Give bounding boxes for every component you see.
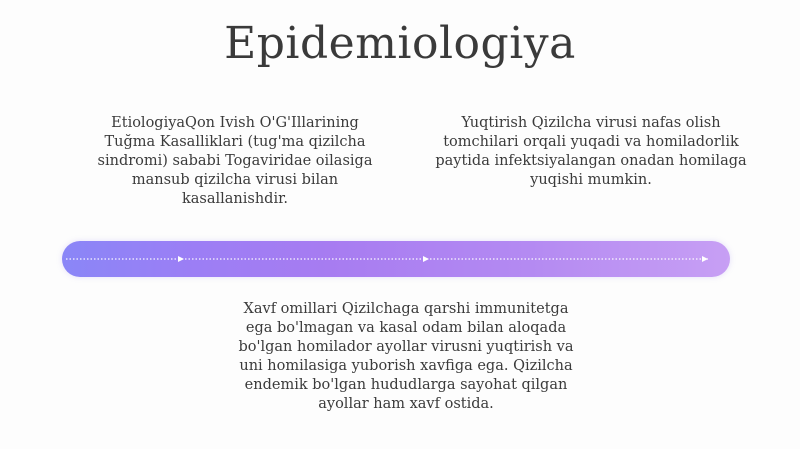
timeline-arrow-icon-1 [178, 256, 184, 262]
timeline-arrow-icon-3 [702, 256, 708, 262]
etiology-text: EtiologiyaQon Ivish O'G'Illarining Tuğma Kasalliklari (tug'ma qizilcha sindromi) sababi Togaviridae oilasiga mansub qizilcha virusi bilan kasallanishdir. [97, 115, 373, 207]
risk-factors-text: Xavf omillari Qizilchaga qarshi immunitetga ega bo'lmagan va kasal odam bilan aloqada bo'lgan homilador ayollar virusni yuqtirish va uni homilasiga yuborish xavfiga ega. Qizilcha endemik bo'lgan hududlarga sayohat qilgan ayollar ham xavf ostida. [238, 301, 574, 412]
timeline-bar [62, 241, 730, 277]
timeline-arrow-line [62, 241, 730, 277]
timeline-arrow-icon-2 [423, 256, 429, 262]
slide-title: Epidemiologiya [224, 18, 576, 69]
transmission-text: Yuqtirish Qizilcha virusi nafas olish tomchilari orqali yuqadi va homiladorlik paytida infektsiyalangan onadan homilaga yuqishi mumkin. [435, 115, 747, 188]
